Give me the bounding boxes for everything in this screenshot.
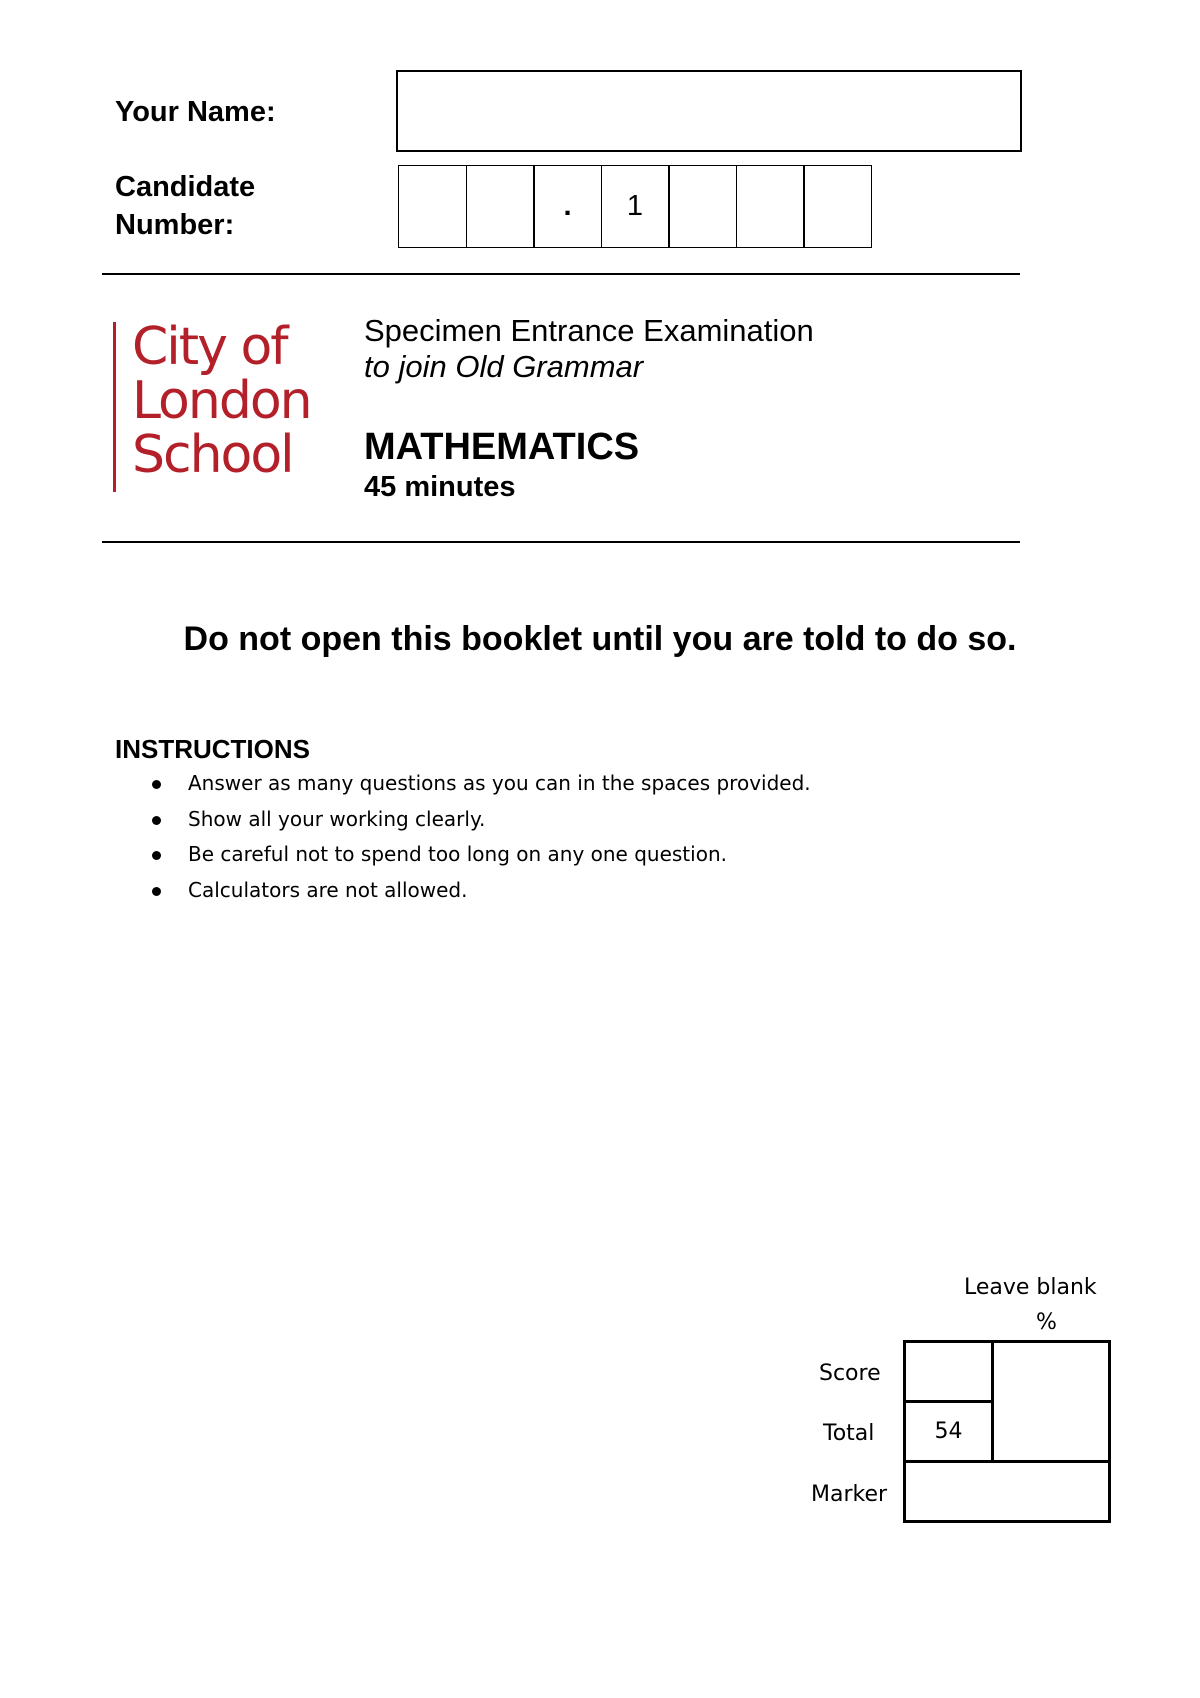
subject-title: MATHEMATICS <box>364 426 640 468</box>
instructions-heading: INSTRUCTIONS <box>115 734 310 764</box>
candidate-digit-box[interactable] <box>466 165 535 248</box>
instruction-text: Calculators are not allowed. <box>188 877 468 902</box>
candidate-digit-box[interactable] <box>398 165 467 248</box>
logo-line2: London <box>132 371 311 431</box>
candidate-label-line1: Candidate <box>115 171 256 203</box>
instruction-text: Answer as many questions as you can in the spaces provided. <box>188 771 811 795</box>
candidate-number-boxes <box>398 165 872 248</box>
score-label: Score <box>819 1361 881 1386</box>
exam-title: Specimen Entrance Examination <box>364 313 814 348</box>
candidate-label-line2: Number: <box>115 209 235 241</box>
school-logo <box>132 317 311 485</box>
logo-line3: School <box>132 425 293 485</box>
instruction-item <box>148 873 811 909</box>
instruction-text: Be careful not to spend too long on any one question. <box>188 842 727 866</box>
marker-box[interactable] <box>903 1460 1111 1523</box>
candidate-digit-box[interactable] <box>803 165 872 248</box>
candidate-digit-box: . <box>533 165 602 248</box>
instruction-item <box>148 766 811 802</box>
instruction-item <box>148 802 811 838</box>
score-box[interactable] <box>903 1340 994 1403</box>
total-label: Total <box>823 1421 875 1446</box>
exam-duration: 45 minutes <box>364 471 516 503</box>
leave-blank-label: Leave blank <box>964 1275 1097 1300</box>
logo-line1: City of <box>132 317 287 377</box>
candidate-digit-box: 1 <box>601 165 670 248</box>
total-box <box>903 1400 994 1463</box>
instruction-item <box>148 837 811 873</box>
logo-bar <box>113 322 116 492</box>
divider-bottom <box>102 541 1020 543</box>
bullet-icon <box>152 887 161 896</box>
marker-label: Marker <box>811 1482 888 1507</box>
divider-top <box>102 273 1020 275</box>
instruction-text: Show all your working clearly. <box>188 806 486 831</box>
your-name-label: Your Name: <box>115 96 276 128</box>
bullet-icon <box>152 851 161 860</box>
total-value: 54 <box>934 1418 963 1444</box>
bullet-icon <box>152 780 161 789</box>
do-not-open-warning: Do not open this booklet until you are told to do so. <box>183 620 1017 658</box>
candidate-number-label <box>115 168 255 244</box>
exam-subtitle: to join Old Grammar <box>364 349 644 384</box>
your-name-field[interactable] <box>396 70 1022 152</box>
percent-box[interactable] <box>991 1340 1111 1463</box>
candidate-digit-box[interactable] <box>736 165 805 248</box>
candidate-digit-box[interactable] <box>668 165 737 248</box>
bullet-icon <box>152 816 161 825</box>
percent-label: % <box>1036 1310 1057 1335</box>
instructions-list <box>148 766 811 908</box>
